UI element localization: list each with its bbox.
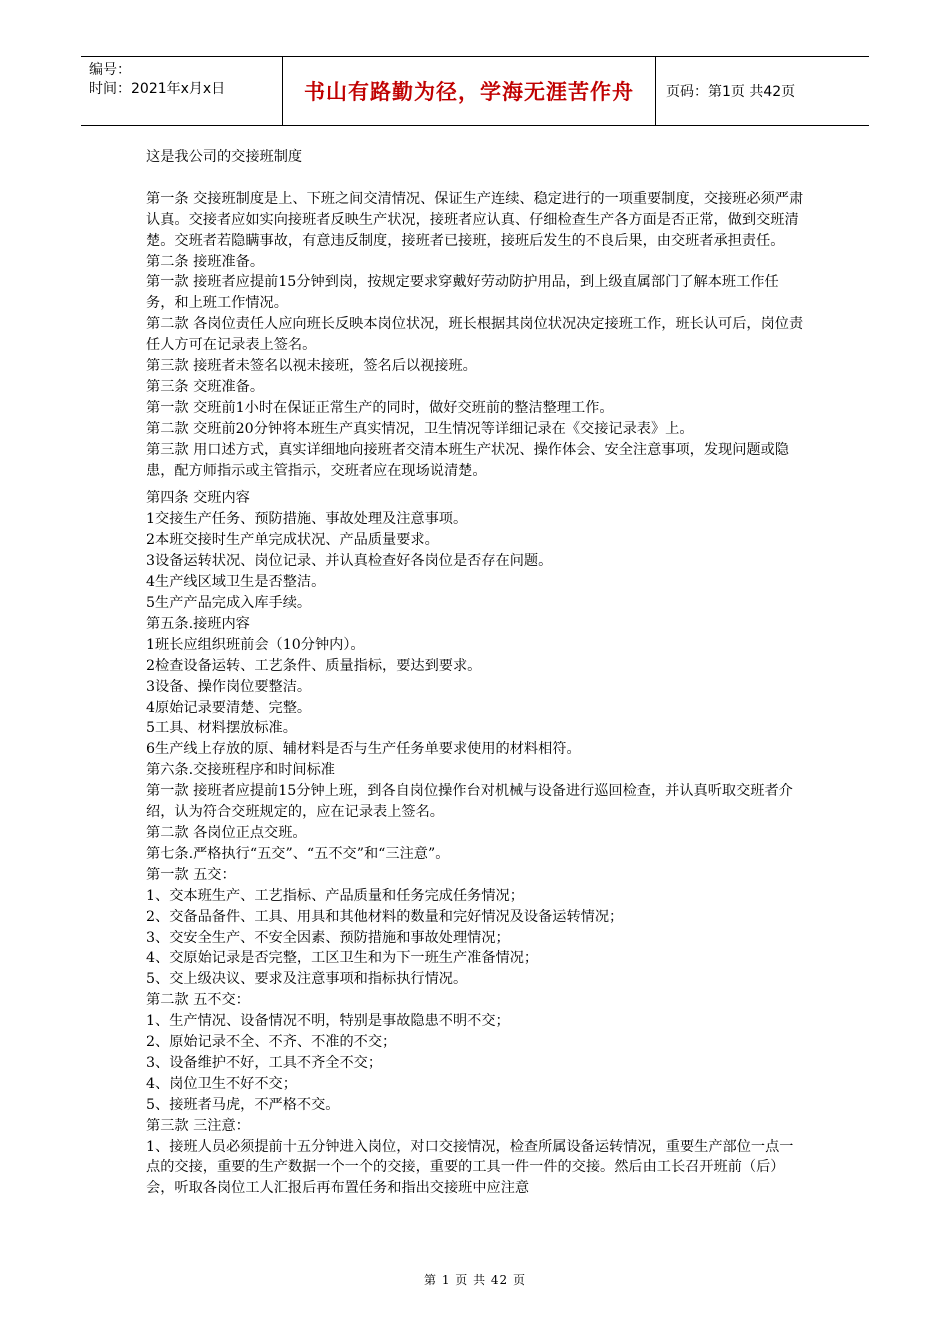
paragraph-line: 3设备、操作岗位要整洁。	[146, 678, 312, 695]
paragraph-line: 2、原始记录不全、不齐、不准的不交；	[146, 1034, 397, 1051]
paragraph-line: 4、交原始记录是否完整，工区卫生和为下一班生产准备情况；	[146, 950, 539, 967]
regulation-block-2	[146, 488, 806, 1199]
paragraph-line: 3、交安全生产、不安全因素、预防措施和事故处理情况；	[146, 929, 510, 946]
paragraph-line: 6生产线上存放的原、辅材料是否与生产任务单要求使用的材料相符。	[146, 741, 581, 758]
paragraph-line: 第二款 交班前20分钟将本班生产真实情况，卫生情况等详细记录在《交接记录表》上。	[146, 420, 694, 437]
paragraph-line: 2本班交接时生产单完成状况、产品质量要求。	[146, 532, 439, 549]
paragraph-line: 第一款 接班者应提前15分钟上班，到各自岗位操作台对机械与设备进行巡回检查，并认真听取交班者介绍，认为符合交班规定的，应在记录表上签名。	[146, 783, 793, 821]
paragraph-line: 第七条.严格执行“五交”、“五不交”和“三注意”。	[146, 845, 450, 862]
paragraph-line: 第二款 五不交：	[146, 992, 250, 1009]
paragraph-line: 第三款 接班者未签名以视未接班，签名后以视接班。	[146, 358, 477, 375]
paragraph-line: 第二款 各岗位责任人应向班长反映本岗位状况，班长根据其岗位状况决定接班工作，班长认可后，岗位责任人方可在记录表上签名。	[146, 316, 804, 354]
paragraph-line: 4、岗位卫生不好不交；	[146, 1075, 297, 1092]
page-header	[81, 56, 869, 126]
paragraph-line: 第三款 三注意：	[146, 1117, 250, 1134]
spacer	[146, 481, 806, 488]
paragraph-line: 第四条 交班内容	[146, 490, 250, 507]
paragraph-line: 4原始记录要清楚、完整。	[146, 699, 312, 716]
paragraph-line: 第一款 交班前1小时在保证正常生产的同时，做好交班前的整洁整理工作。	[146, 399, 614, 416]
regulation-block-1	[146, 189, 806, 482]
paragraph-line: 第三条 交班准备。	[146, 378, 265, 395]
paragraph-line: 5生产产品完成入库手续。	[146, 595, 312, 612]
header-page-label: 页码：第1页 共42页	[666, 84, 796, 100]
paragraph-line: 第一款 五交：	[146, 866, 236, 883]
intro-line: 这是我公司的交接班制度	[146, 149, 303, 165]
header-motto: 书山有路勤为径，学海无涯苦作舟	[283, 57, 656, 125]
document-number-label: 编号：	[89, 62, 131, 78]
document-time-label: 时间：2021年x月x日	[89, 81, 226, 97]
paragraph-line: 3设备运转状况、岗位记录、并认真检查好各岗位是否存在问题。	[146, 553, 553, 570]
paragraph-line: 4生产线区域卫生是否整洁。	[146, 574, 326, 591]
paragraph-line: 第一款 接班者应提前15分钟到岗，按规定要求穿戴好劳动防护用品，到上级直属部门了解本班工作任务，和上班工作情况。	[146, 274, 779, 312]
paragraph-line: 第一条 交接班制度是上、下班之间交清情况、保证生产连续、稳定进行的一项重要制度，交接班必须严肃认真。交接者应如实向接班者反映生产状况，接班者应认真、仔细检查生产各方面是否正常，做到交班清楚。交班者若隐瞒事故，有意违反制度，接班者已接班，接班后发生的不良后果，由交班者承担责任。	[146, 190, 804, 249]
paragraph-line: 1、交本班生产、工艺指标、产品质量和任务完成任务情况；	[146, 887, 524, 904]
paragraph-line: 第二款 各岗位正点交班。	[146, 824, 307, 841]
paragraph-line: 1、接班人员必须提前十五分钟进入岗位，对口交接情况，检查所属设备运转情况，重要生产部位一点一点的交接，重要的生产数据一个一个的交接，重要的工具一件一件的交接。然后由工长召开班前（后）会，听取各岗位工人汇报后再布置任务和指出交接班中应注意	[146, 1138, 794, 1197]
paragraph-line: 5工具、材料摆放标准。	[146, 720, 297, 737]
paragraph-line: 5、接班者马虎，不严格不交。	[146, 1096, 340, 1113]
page-footer: 第 1 页 共 42 页	[424, 1273, 526, 1287]
paragraph-line: 第二条 接班准备。	[146, 253, 265, 270]
paragraph-line: 2、交备品备件、工具、用具和其他材料的数量和完好情况及设备运转情况；	[146, 908, 624, 925]
header-info-cell	[81, 57, 283, 125]
paragraph-line: 1班长应组织班前会（10分钟内）。	[146, 636, 365, 653]
paragraph-line: 第五条.接班内容	[146, 615, 250, 632]
paragraph-line: 2检查设备运转、工艺条件、质量指标，要达到要求。	[146, 657, 482, 674]
paragraph-line: 第三款 用口述方式，真实详细地向接班者交清本班生产状况、操作体会、安全注意事项，发现问题或隐患，配方师指示或主管指示，交班者应在现场说清楚。	[146, 441, 789, 479]
document-body	[146, 147, 806, 1199]
paragraph-line: 5、交上级决议、要求及注意事项和指标执行情况。	[146, 971, 468, 988]
paragraph-line: 1、生产情况、设备情况不明，特别是事故隐患不明不交；	[146, 1013, 510, 1030]
spacer	[146, 168, 806, 189]
paragraph-line: 第六条.交接班程序和时间标准	[146, 762, 335, 779]
paragraph-line: 3、设备维护不好，工具不齐全不交；	[146, 1054, 383, 1071]
paragraph-line: 1交接生产任务、预防措施、事故处理及注意事项。	[146, 511, 468, 528]
